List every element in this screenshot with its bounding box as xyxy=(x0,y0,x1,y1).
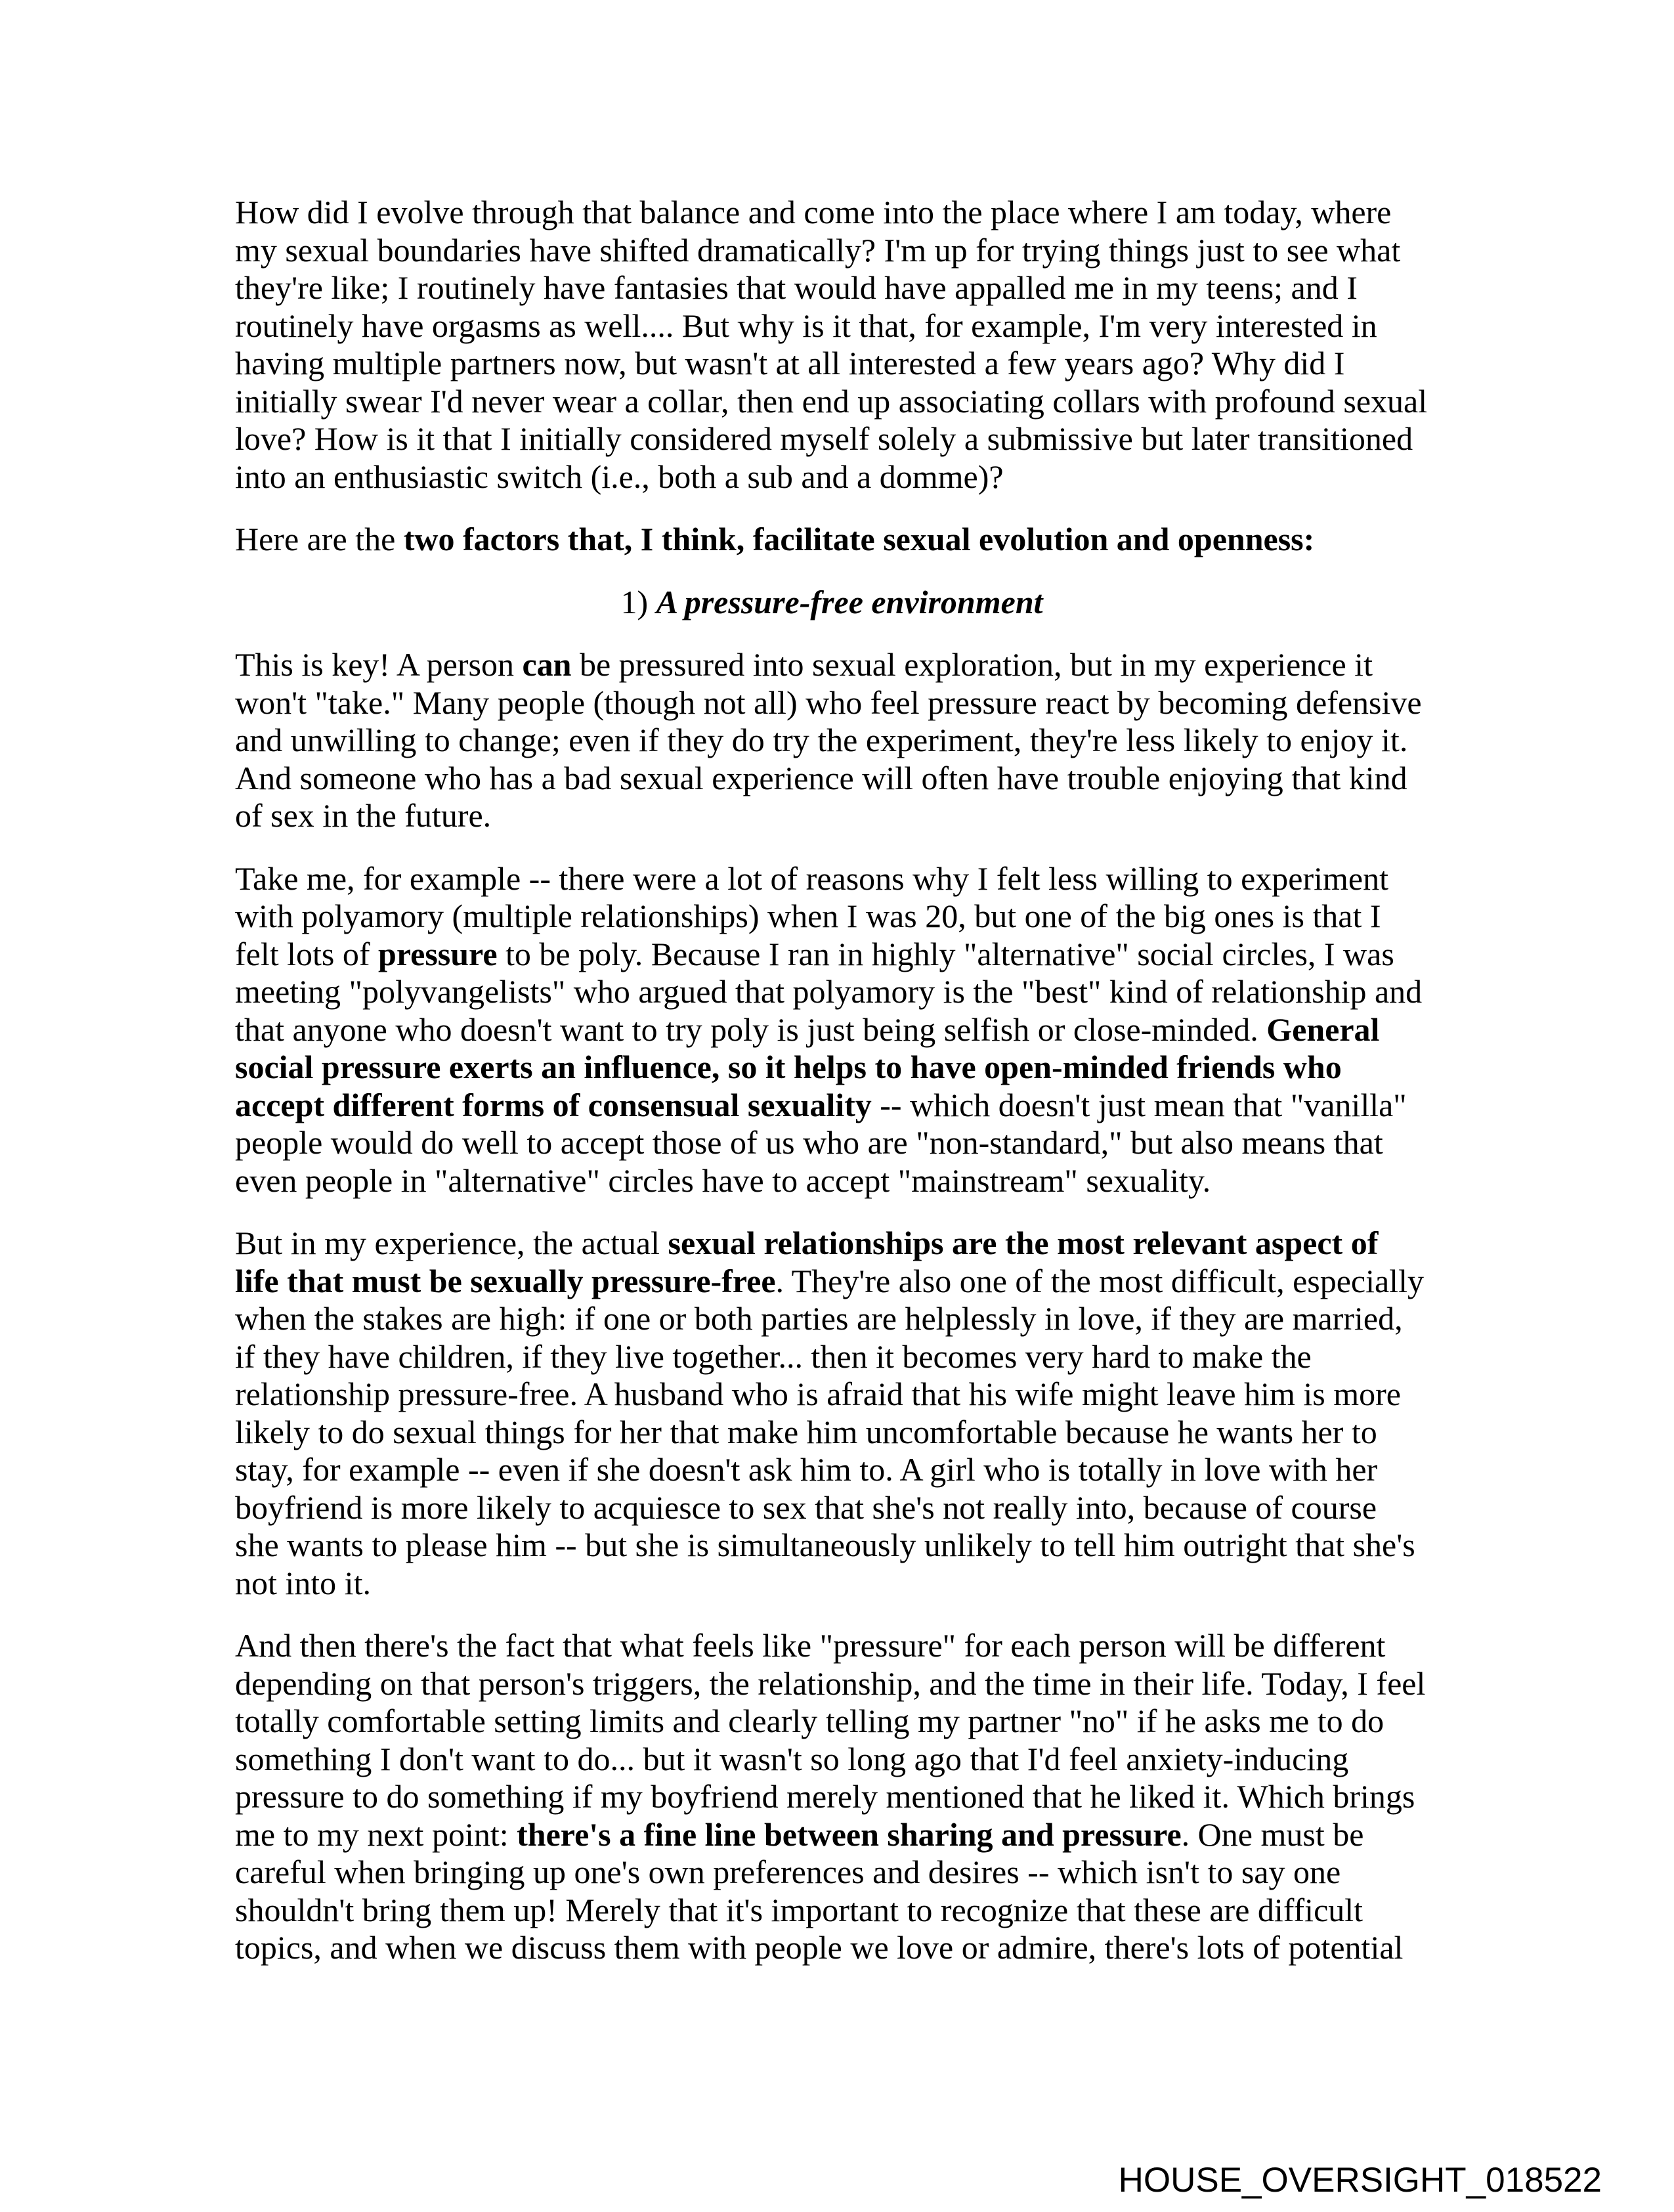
text-run: to be poly. Because I ran in highly "alternative" social circles, I was meeting "polyvangelists" who argued that polyamory is the "best" kind of relationship and that anyone who doesn't want to try poly is just being selfish or close-minded. xyxy=(235,935,1423,1048)
document-body xyxy=(235,194,1428,1992)
text-run: two factors that, I think, facilitate sexual evolution and openness: xyxy=(403,521,1315,557)
text-run: General social pressure exerts an influence, so it helps to have open-minded friends who accept different forms of consensual sexuality xyxy=(235,1010,1380,1123)
text-run: But in my experience, the actual xyxy=(235,1225,668,1261)
paragraph-this-is-key xyxy=(235,646,1428,835)
paragraph-take-me-for-example xyxy=(235,860,1428,1200)
text-run: sexual relationships are the most relevant aspect of life that must be sexually pressure-free xyxy=(235,1225,1379,1299)
text-run: pressure xyxy=(378,935,498,972)
paragraph-but-in-my-experience xyxy=(235,1225,1428,1602)
bates-number: HOUSE_OVERSIGHT_018522 xyxy=(1118,2161,1602,2200)
paragraph-intro xyxy=(235,194,1428,496)
text-run: A pressure-free environment xyxy=(656,583,1043,620)
heading-pressure-free-environment xyxy=(235,584,1428,622)
text-run: 1) xyxy=(620,583,656,620)
text-run: And then there's the fact that what feels like "pressure" for each person will be different depending on that person's triggers, the relationship, and the time in their life. Today, I feel totally comfortable setting limits and clearly telling my partner "no" if he asks me to do something I don't want to do... but it wasn't so long ago that I'd feel anxiety-inducing pressure to do something if my boyfriend merely mentioned that he liked it. Which brings me to my next point: xyxy=(235,1627,1426,1853)
paragraph-and-then-theres-the-fact xyxy=(235,1627,1428,1967)
text-run: Here are the xyxy=(235,521,404,557)
text-run: Take me, for example -- there were a lot of reasons why I felt less willing to experiment with polyamory (multiple relationships) when I was 20, but one of the big ones is that I felt lots of xyxy=(235,859,1388,972)
text-run: be pressured into sexual exploration, but in my experience it won't "take." Many people (though not all) who feel pressure react by becoming defensive and unwilling to change; even if they do try the experiment, they're less likely to enjoy it. And someone who has a bad sexual experience will often have trouble enjoying that kind of sex in the future. xyxy=(235,646,1422,834)
text-run: How did I evolve through that balance and come into the place where I am today, where my sexual boundaries have shifted dramatically? I'm up for trying things just to see what they're like; I routinely have fantasies that would have appalled me in my teens; and I routinely have orgasms as well.... But why is it that, for example, I'm very interested in having multiple partners now, but wasn't at all interested a few years ago? Why did I initially swear I'd never wear a collar, then end up associating collars with profound sexual love? How is it that I initially considered myself solely a submissive but later transitioned into an enthusiastic switch (i.e., both a sub and a domme)? xyxy=(235,194,1428,495)
text-run: -- which doesn't just mean that "vanilla" people would do well to accept those of us who are "non-standard," but also means that even people in "alternative" circles have to accept "mainstream" sexuality. xyxy=(235,1086,1407,1199)
text-run: . One must be careful when bringing up one's own preferences and desires -- which isn't to say one shouldn't bring them up! Merely that it's important to recognize that these are difficult topics, and when we discuss them with people we love or admire, there's lots of potential xyxy=(235,1815,1404,1966)
text-run: . They're also one of the most difficult, especially when the stakes are high: if one or both parties are helplessly in love, if they are married, if they have children, if they live together... then it becomes very hard to make the relationship pressure-free. A husband who is afraid that his wife might leave him is more likely to do sexual things for her that make him uncomfortable because he wants her to stay, for example -- even if she doesn't ask him to. A girl who is totally in love with her boyfriend is more likely to acquiesce to sex that she's not really into, because of course she wants to please him -- but she is simultaneously unlikely to tell him outright that she's not into it. xyxy=(235,1262,1424,1601)
text-run: This is key! A person xyxy=(235,646,523,683)
text-run: there's a fine line between sharing and pressure xyxy=(517,1815,1182,1853)
paragraph-two-factors xyxy=(235,521,1428,559)
text-run: can xyxy=(522,646,572,683)
